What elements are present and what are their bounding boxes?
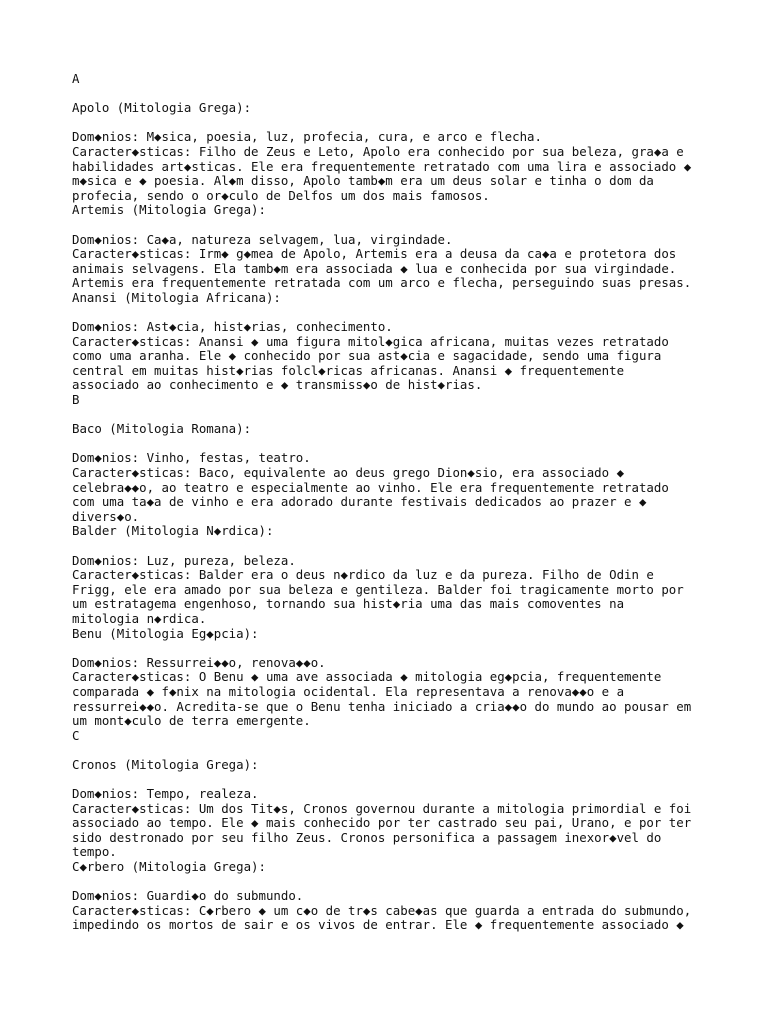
entry-text-line: sido destronado por seu filho Zeus. Cronos personifica a passagem inexor◆vel do xyxy=(72,829,662,845)
entry-domains-artemis: Dom◆nios: Ca◆a, natureza selvagem, lua, virgindade. xyxy=(72,231,453,247)
entry-domains-cronos: Dom◆nios: Tempo, realeza. xyxy=(72,786,259,802)
entry-text-line: Caracter◆sticas: Balder era o deus n◆rdico da luz e da pureza. Filho de Odin e xyxy=(72,567,654,583)
entry-text-line: associado ao tempo. Ele ◆ mais conhecido por ter castrado seu pai, Urano, e por ter xyxy=(72,815,692,831)
document-page xyxy=(72,72,712,933)
entry-domains-balder: Dom◆nios: Luz, pureza, beleza. xyxy=(72,552,296,568)
entry-domains-benu: Dom◆nios: Ressurrei◆◆o, renova◆◆o. xyxy=(72,654,326,670)
entry-text-line: m◆sica e ◆ poesia. Al◆m disso, Apolo tamb◆m era um deus solar e tinha o dom da xyxy=(72,173,654,189)
entry-text-line: tempo. xyxy=(72,844,117,860)
entry-text-line: habilidades art◆sticas. Ele era frequentemente retratado com uma lira e associado ◆ xyxy=(72,158,692,174)
entry-text-line: Caracter◆sticas: Baco, equivalente ao deus grego Dion◆sio, era associado ◆ xyxy=(72,465,625,481)
entry-text-line: Frigg, ele era amado por sua beleza e gentileza. Balder foi tragicamente morto por xyxy=(72,581,684,597)
blank-line xyxy=(72,408,712,423)
entry-text-line: Caracter◆sticas: Filho de Zeus e Leto, Apolo era conhecido por sua beleza, gra◆a e xyxy=(72,143,684,159)
entry-text-line: Caracter◆sticas: O Benu ◆ uma ave associada ◆ mitologia eg◆pcia, frequentemente xyxy=(72,669,662,685)
entry-text-line: como uma aranha. Ele ◆ conhecido por sua ast◆cia e sagacidade, sendo uma figura xyxy=(72,348,662,364)
section-letter-a: A xyxy=(72,71,80,86)
section-letter-b: B xyxy=(72,392,80,408)
entry-title-baco: Baco (Mitologia Romana): xyxy=(72,421,252,437)
entry-text-line: mitologia n◆rdica. xyxy=(72,610,207,626)
entry-text-line: Caracter◆sticas: C◆rbero ◆ um c◆o de tr◆s cabe◆as que guarda a entrada do submundo, xyxy=(72,902,692,918)
blank-line xyxy=(72,437,712,452)
entry-domains-baco: Dom◆nios: Vinho, festas, teatro. xyxy=(72,450,311,466)
entry-title-balder: Balder (Mitologia N◆rdica): xyxy=(72,523,274,539)
blank-line xyxy=(72,116,712,131)
entry-text-line: um estratagema engenhoso, tornando sua hist◆ria uma das mais comoventes na xyxy=(72,596,625,612)
entry-text-line: central em muitas hist◆rias folcl◆ricas africanas. Anansi ◆ frequentemente xyxy=(72,362,625,378)
blank-line xyxy=(72,773,712,788)
entry-text-line: celebra◆◆o, ao teatro e especialmente ao vinho. Ele era frequentemente retratado xyxy=(72,479,669,495)
entry-text-line: um mont◆culo de terra emergente. xyxy=(72,713,311,729)
blank-line xyxy=(72,743,712,758)
entry-domains-anansi: Dom◆nios: Ast◆cia, hist◆rias, conhecimento. xyxy=(72,319,393,335)
entry-domains-cerbero: Dom◆nios: Guardi◆o do submundo. xyxy=(72,888,304,904)
blank-line xyxy=(72,306,712,321)
entry-text-line: com uma ta◆a de vinho e era adorado durante festivais dedicados ao prazer e ◆ xyxy=(72,494,647,510)
entry-text-line: Caracter◆sticas: Um dos Tit◆s, Cronos governou durante a mitologia primordial e foi xyxy=(72,800,692,816)
blank-line xyxy=(72,641,712,656)
entry-title-cronos: Cronos (Mitologia Grega): xyxy=(72,756,259,772)
entry-text-line: profecia, sendo o or◆culo de Delfos um dos mais famosos. xyxy=(72,187,490,203)
entry-text-line: comparada ◆ f◆nix na mitologia ocidental. Ela representava a renova◆◆o e a xyxy=(72,683,625,699)
entry-text-line: divers◆o. xyxy=(72,508,140,524)
entry-text-line: Caracter◆sticas: Anansi ◆ uma figura mitol◆gica africana, muitas vezes retratado xyxy=(72,333,669,349)
entry-text-line: ressurrei◆◆o. Acredita-se que o Benu tenha iniciado a cria◆◆o do mundo ao pousar em xyxy=(72,698,692,714)
blank-line xyxy=(72,218,712,233)
entry-title-apolo: Apolo (Mitologia Grega): xyxy=(72,100,252,116)
entry-text-line: impedindo os mortos de sair e os vivos de entrar. Ele ◆ frequentemente associado ◆ xyxy=(72,917,684,933)
entry-text-line: Caracter◆sticas: Irm◆ g◆mea de Apolo, Artemis era a deusa da ca◆a e protetora dos xyxy=(72,246,677,262)
entry-domains-apolo: Dom◆nios: M◆sica, poesia, luz, profecia, cura, e arco e flecha. xyxy=(72,129,542,145)
entry-title-artemis: Artemis (Mitologia Grega): xyxy=(72,202,266,218)
entry-text-line: associado ao conhecimento e ◆ transmiss◆o de hist◆rias. xyxy=(72,377,483,393)
entry-title-benu: Benu (Mitologia Eg◆pcia): xyxy=(72,625,259,641)
entry-text-line: animais selvagens. Ela tamb◆m era associada ◆ lua e conhecida por sua virgindade. xyxy=(72,260,677,276)
section-letter-c: C xyxy=(72,727,80,743)
entry-text-line: Artemis era frequentemente retratada com um arco e flecha, perseguindo suas presas. xyxy=(72,275,692,291)
entry-title-cerbero: C◆rbero (Mitologia Grega): xyxy=(72,859,266,875)
blank-line xyxy=(72,539,712,554)
entry-title-anansi: Anansi (Mitologia Africana): xyxy=(72,289,281,305)
blank-line xyxy=(72,875,712,890)
blank-line xyxy=(72,87,712,102)
